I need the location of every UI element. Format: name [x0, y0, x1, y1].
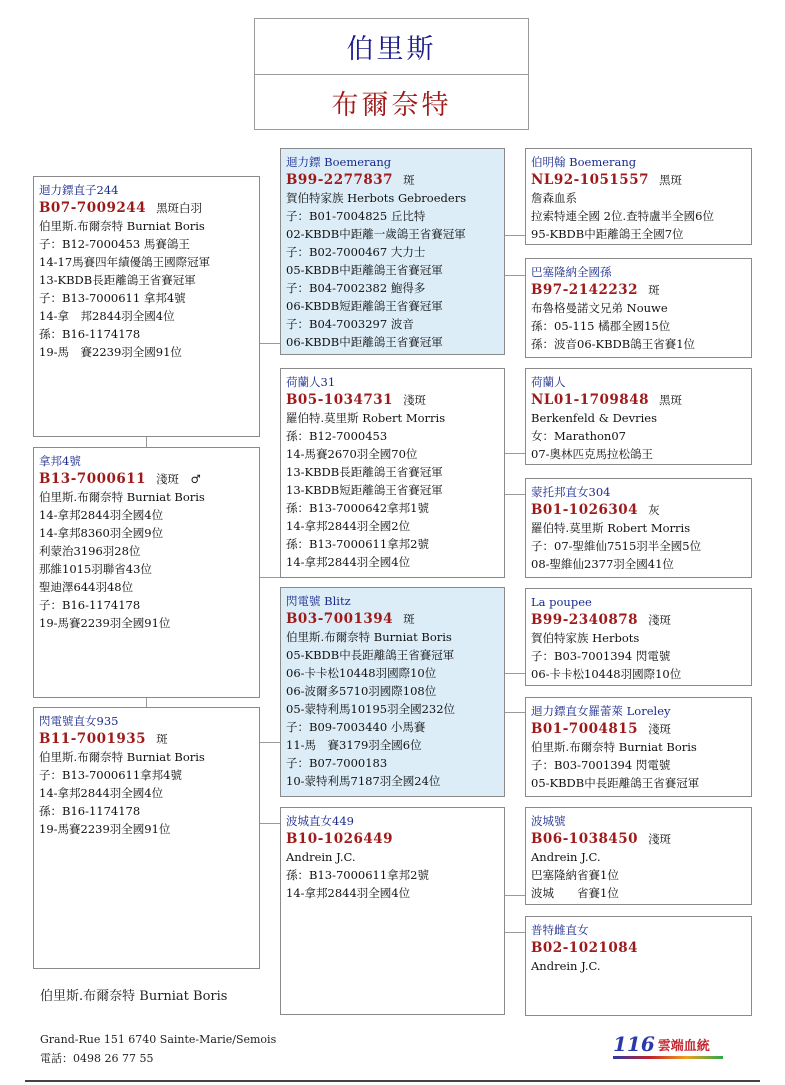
info-line: 14-拿邦8360羽全國9位 [39, 526, 164, 540]
sire-sire-card [280, 148, 505, 355]
info-line: 拉索特連全國 2位.查特盧半全國6位 [531, 209, 714, 223]
info-line: 子：B07-7000183 [286, 756, 388, 770]
info-line: 08-聖維仙2377羽全國41位 [531, 557, 674, 571]
info-line: 伯里斯.布爾奈特 Burniat Boris [39, 490, 205, 504]
plumage-color: 淺斑 [403, 393, 427, 407]
info-line: 子：B16-1174178 [39, 598, 141, 612]
sdd-card [525, 478, 752, 578]
info-line: 布魯格曼諾文兄弟 Nouwe [531, 301, 668, 315]
connector-line [505, 235, 525, 236]
dam-sire-card [280, 587, 505, 797]
info-line: 子：B02-7000467 大力士 [286, 245, 426, 259]
dss-card [525, 588, 752, 686]
info-line: 孫：B13-7000611拿邦2號 [286, 868, 430, 882]
owner-phone: 電話：0498 26 77 55 [40, 1052, 154, 1065]
site-logo[interactable] [613, 1032, 733, 1056]
pigeon-name: 巴塞隆納全國孫 [531, 265, 612, 279]
ring-number: B06-1038450 [531, 831, 639, 847]
info-line: 06-卡卡松10448羽國際10位 [286, 666, 437, 680]
sss-card [525, 148, 752, 245]
ring-number: B03-7001394 [286, 611, 394, 627]
info-line: 女：Marathon07 [531, 429, 626, 443]
connector-line [505, 453, 525, 454]
pedigree-title-box [254, 18, 529, 130]
info-line: 賀伯特家族 Herbots Gebroeders [286, 191, 467, 205]
info-line: 14-拿邦2844羽全國2位 [286, 519, 411, 533]
info-line: 19-馬 賽2239羽全國91位 [39, 345, 182, 359]
info-line: 13-KBDB短距離鴿王省賽冠軍 [286, 483, 443, 497]
ring-number: NL92-1051557 [531, 172, 649, 188]
plumage-color: 斑 [403, 612, 415, 626]
info-line: 13-KBDB長距離鴿王省賽冠軍 [286, 465, 443, 479]
connector-line [505, 494, 525, 495]
info-line: 子：B04-7002382 鮑得多 [286, 281, 426, 295]
pigeon-name: 拿邦4號 [39, 454, 81, 468]
info-line: 子：B13-7000611 拿邦4號 [39, 291, 186, 305]
plumage-color: 淺斑 [648, 722, 672, 736]
pigeon-name: 普特雌直女 [531, 923, 589, 937]
info-line: 那維1015羽聯省43位 [39, 562, 152, 576]
info-line: 14-17馬賽四年績優鴿王國際冠軍 [39, 255, 211, 269]
plumage-color: 灰 [648, 503, 660, 517]
logo-text: 雲端血統 [657, 1039, 710, 1054]
connector-line [505, 673, 525, 674]
dam-card [33, 707, 260, 969]
info-line: 05-KBDB中長距離鴿王省賽冠軍 [531, 776, 700, 790]
info-line: 13-KBDB長距離鴿王省賽冠軍 [39, 273, 196, 287]
sire-card [33, 176, 260, 437]
connector-line [505, 895, 525, 896]
info-line: Andrein J.C. [531, 850, 601, 864]
info-line: 孫：B12-7000453 [286, 429, 388, 443]
info-line: 06-波爾多5710羽國際108位 [286, 684, 437, 698]
ring-number: B11-7001935 [39, 731, 147, 747]
info-line: 14-拿邦2844羽全國4位 [286, 886, 411, 900]
info-line: 子：07-聖維仙7515羽半全國5位 [531, 539, 702, 553]
info-line: 子：B03-7001394 閃電號 [531, 758, 671, 772]
info-line: 子：B01-7004825 丘比特 [286, 209, 426, 223]
connector-line [260, 343, 280, 344]
pigeon-name: La poupee [531, 595, 592, 609]
plumage-color: 淺斑 [648, 613, 672, 627]
plumage-color: 斑 [403, 173, 415, 187]
ring-number: B02-1021084 [531, 940, 639, 956]
info-line: 聖迪澤644羽48位 [39, 580, 134, 594]
info-line: 孫：B13-7000611拿邦2號 [286, 537, 430, 551]
info-line: 05-蒙特利馬10195羽全國232位 [286, 702, 456, 716]
info-line: 11-馬 賽3179羽全國6位 [286, 738, 422, 752]
info-line: 02-KBDB中距離一歲鴿王省賽冠軍 [286, 227, 466, 241]
pigeon-name: 波城直女449 [286, 814, 354, 828]
info-line: 孫：B13-7000642拿邦1號 [286, 501, 430, 515]
pigeon-name: 迴力鏢直子244 [39, 183, 119, 197]
info-line: 伯里斯.布爾奈特 Burniat Boris [286, 630, 452, 644]
plumage-color: 淺斑 [648, 832, 672, 846]
plumage-color: 黑斑 [658, 393, 682, 407]
info-line: 14-拿邦2844羽全國4位 [39, 508, 164, 522]
plumage-color: 黑斑白羽 [156, 201, 203, 215]
connector-line [146, 697, 147, 707]
plumage-color: 淺斑 ♂ [156, 472, 201, 486]
info-line: 14-拿 邦2844羽全國4位 [39, 309, 175, 323]
info-line: 14-拿邦2844羽全國4位 [39, 786, 164, 800]
breeder-surname-title: 布爾奈特 [331, 90, 452, 121]
info-line: 06-卡卡松10448羽國際10位 [531, 667, 682, 681]
ring-number: B07-7009244 [39, 200, 147, 216]
info-line: 羅伯特.莫里斯 Robert Morris [531, 521, 691, 535]
info-line: 波城 省賽1位 [531, 886, 619, 900]
info-line: 子：B04-7003297 波音 [286, 317, 414, 331]
pigeon-name: 伯明翰 Boemerang [531, 155, 637, 169]
info-line: 子：B13-7000611拿邦4號 [39, 768, 183, 782]
info-line: 06-KBDB短距離鴿王省賽冠軍 [286, 299, 443, 313]
info-line: 19-馬賽2239羽全國91位 [39, 822, 171, 836]
info-line: 詹森血系 [531, 191, 577, 205]
connector-line [260, 577, 280, 578]
logo-number: 116 [613, 1032, 655, 1056]
info-line: 子：B09-7003440 小馬賽 [286, 720, 426, 734]
ring-number: B99-2340878 [531, 612, 639, 628]
ring-number: B05-1034731 [286, 392, 394, 408]
dsd-card [525, 697, 752, 797]
ring-number: B01-7004815 [531, 721, 639, 737]
connector-line [505, 932, 525, 933]
subject-pigeon-card [33, 447, 260, 698]
info-line: 19-馬賽2239羽全國91位 [39, 616, 171, 630]
info-line: 子：B03-7001394 閃電號 [531, 649, 671, 663]
owner-name: 伯里斯.布爾奈特 Burniat Boris [40, 989, 228, 1004]
pigeon-name: 閃電號 Blitz [286, 594, 351, 608]
info-line: 10-蒙特利馬7187羽全國24位 [286, 774, 441, 788]
info-line: 06-KBDB中距離鴿王省賽冠軍 [286, 335, 443, 349]
pigeon-name: 閃電號直女935 [39, 714, 119, 728]
dds-card [525, 807, 752, 905]
info-line: 05-KBDB中長距離鴿王省賽冠軍 [286, 648, 455, 662]
pigeon-name: 荷蘭人31 [286, 375, 336, 389]
info-line: 14-馬賽2670羽全國70位 [286, 447, 418, 461]
info-line: 孫：B16-1174178 [39, 327, 141, 341]
owner-address: Grand-Rue 151 6740 Sainte-Marie/Semois [40, 1033, 277, 1046]
info-line: Andrein J.C. [531, 959, 601, 973]
pigeon-name: 荷蘭人 [531, 375, 566, 389]
plumage-color: 黑斑 [658, 173, 682, 187]
sds-card [525, 368, 752, 465]
connector-line [260, 823, 280, 824]
ring-number: B13-7000611 [39, 471, 147, 487]
connector-line [260, 742, 280, 743]
breeder-name-title: 伯里斯 [255, 19, 528, 75]
plumage-color: 斑 [648, 283, 660, 297]
connector-line [505, 275, 525, 276]
bottom-divider [25, 1080, 760, 1082]
ring-number: B99-2277837 [286, 172, 394, 188]
info-line: 伯里斯.布爾奈特 Burniat Boris [39, 219, 205, 233]
info-line: 伯里斯.布爾奈特 Burniat Boris [531, 740, 697, 754]
pigeon-name: 迴力鏢 Boemerang [286, 155, 392, 169]
info-line: 子：B12-7000453 馬賽鴿王 [39, 237, 190, 251]
sire-dam-card [280, 368, 505, 578]
pigeon-name: 波城號 [531, 814, 566, 828]
ddd-card [525, 916, 752, 1016]
ring-number: B97-2142232 [531, 282, 639, 298]
pigeon-name: 蒙托邦直女304 [531, 485, 611, 499]
info-line: 07-奧林匹克馬拉松鴿王 [531, 447, 654, 461]
info-line: 伯里斯.布爾奈特 Burniat Boris [39, 750, 205, 764]
info-line: 巴塞隆納省賽1位 [531, 868, 619, 882]
ring-number: B10-1026449 [286, 831, 394, 847]
logo-underline [613, 1056, 723, 1059]
info-line: Andrein J.C. [286, 850, 356, 864]
dam-dam-card [280, 807, 505, 1015]
connector-line [505, 712, 525, 713]
info-line: 孫：05-115 橘郡全國15位 [531, 319, 671, 333]
ring-number: NL01-1709848 [531, 392, 649, 408]
info-line: 孫：波音06-KBDB鴿王省賽1位 [531, 337, 696, 351]
info-line: 14-拿邦2844羽全國4位 [286, 555, 411, 569]
ssd-card [525, 258, 752, 358]
info-line: 孫：B16-1174178 [39, 804, 141, 818]
plumage-color: 斑 [156, 732, 168, 746]
info-line: 羅伯特.莫里斯 Robert Morris [286, 411, 446, 425]
pigeon-name: 迴力鏢直女羅蕾萊 Loreley [531, 704, 671, 718]
info-line: 賀伯特家族 Herbots [531, 631, 640, 645]
info-line: 95-KBDB中距離鴿王全國7位 [531, 227, 684, 241]
info-line: 利蒙治3196羽28位 [39, 544, 141, 558]
ring-number: B01-1026304 [531, 502, 639, 518]
info-line: 05-KBDB中距離鴿王省賽冠軍 [286, 263, 443, 277]
info-line: Berkenfeld & Devries [531, 411, 657, 425]
